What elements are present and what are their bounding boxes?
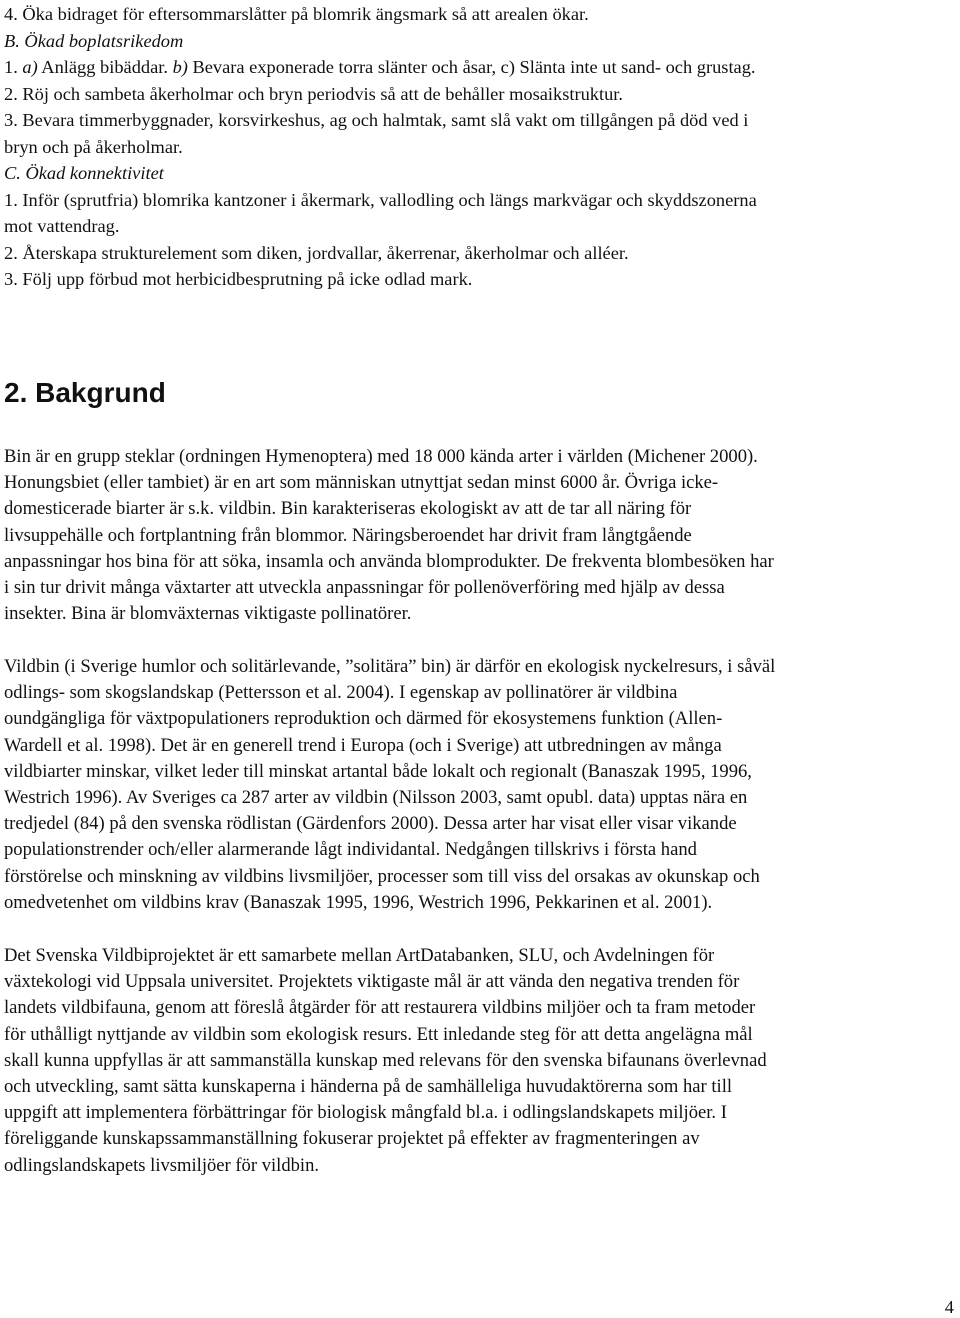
paragraph-line: vildbiarter minskar, vilket leder till minskat artantal både lokalt och regionalt (Banaszak 1995, 1996, bbox=[4, 760, 752, 782]
paragraph-line: Honungsbiet (eller tambiet) är en art som människan utnyttjat sedan minst 6000 år. Övriga icke- bbox=[4, 472, 719, 494]
paragraph-line: odlingslandskapets livsmiljöer för vildbin. bbox=[4, 1154, 320, 1176]
paragraph-line: insekter. Bina är blomväxternas viktigaste pollinatörer. bbox=[4, 603, 412, 625]
measure-b1: 1. a) Anlägg bibäddar. b) Bevara exponerade torra slänter och åsar, c) Slänta inte ut sand- och grustag. bbox=[4, 57, 756, 77]
paragraph-line: i sin tur drivit många växtarter att utveckla anpassningar för pollenöverföring med hjälp av dessa bbox=[4, 577, 725, 599]
measure-a4: 4. Öka bidraget för eftersommarslåtter på blomrik ängsmark så att arealen ökar. bbox=[4, 4, 589, 24]
paragraph-line: omedvetenhet om vildbins krav (Banaszak 1995, 1996, Westrich 1996, Pekkarinen et al. 2001). bbox=[4, 891, 713, 913]
paragraph-line: livsuppehälle och fortplantning från blommor. Näringsberoendet har drivit fram långtgående bbox=[4, 524, 692, 546]
paragraph-line: Vildbin (i Sverige humlor och solitärlevande, ”solitära” bin) är därför en ekologisk nyckelresurs, i såväl bbox=[4, 656, 776, 677]
paragraph-line: uppgift att implementera förbättringar för biologisk mångfald bl.a. i odlingslandskapets miljöer. I bbox=[4, 1102, 727, 1124]
paragraph-line: för uthålligt nyttjande av vildbin som ekologisk resurs. Ett inledande steg för att detta angelägna mål bbox=[4, 1023, 753, 1045]
measure-b3-line: bryn och på åkerholmar. bbox=[4, 136, 183, 157]
paragraph-line: odlings- som skogslandskap (Pettersson et al. 2004). I egenskap av pollinatörer är vildbina bbox=[4, 682, 678, 704]
section-c-title: C. Ökad konnektivitet bbox=[4, 163, 164, 183]
measure-c2: 2. Återskapa strukturelement som diken, jordvallar, åkerrenar, åkerholmar och alléer. bbox=[4, 242, 629, 263]
paragraph-line: Westrich 1996). Av Sveriges ca 287 arter av vildbin (Nilsson 2003, samt opubl. data) upptas nära en bbox=[4, 787, 748, 809]
section-b-title: B. Ökad boplatsrikedom bbox=[4, 30, 184, 51]
paragraph-line: oundgängliga för växtpopulationers reproduktion och därmed för ekosystemens funktion (Allen- bbox=[4, 708, 723, 730]
section-heading: 2. Bakgrund bbox=[4, 377, 166, 408]
paragraph-3 bbox=[4, 943, 767, 1179]
paragraph-line: populationstrender och/eller alarmerande lågt individantal. Nedgången tillskrivs i första hand bbox=[4, 839, 697, 861]
paragraph-line: anpassningar hos bina för att söka, insamla och använda blomprodukter. De frekventa blombesöken har bbox=[4, 550, 774, 572]
paragraph-2 bbox=[4, 654, 775, 916]
paragraph-line: växtekologi vid Uppsala universitet. Projektets viktigaste mål är att vända den negativa trenden för bbox=[4, 971, 740, 993]
measure-b2: 2. Röj och sambeta åkerholmar och bryn periodvis så att de behåller mosaikstruktur. bbox=[4, 83, 623, 104]
measure-c1-line: 1. Inför (sprutfria) blomrika kantzoner i åkermark, vallodling och längs markvägar och skyddszonerna bbox=[4, 189, 757, 210]
paragraph-line: domesticerade biarter är s.k. vildbin. Bin karakteriseras ekologiskt av att de tar all näring för bbox=[4, 498, 692, 520]
paragraph-line: skall kunna uppfyllas är att sammanställa kunskap med relevans för den svenska bifaunans överlevnad bbox=[4, 1049, 767, 1071]
paragraph-line: landets vildbifauna, genom att föreslå åtgärder för att restaurera vildbins miljöer och ta fram metoder bbox=[4, 997, 756, 1019]
paragraph-line: Bin är en grupp steklar (ordningen Hymenoptera) med 18 000 kända arter i världen (Michener 2000). bbox=[4, 446, 758, 467]
paragraph-1 bbox=[4, 444, 774, 627]
page-number: 4 bbox=[944, 1297, 954, 1317]
paragraph-line: föreliggande kunskapssammanställning fokuserar projektet på effekter av fragmenteringen av bbox=[4, 1128, 700, 1150]
measure-b3-line: 3. Bevara timmerbyggnader, korsvirkeshus, ag och halmtak, samt slå vakt om tillgången på död ved i bbox=[4, 110, 749, 130]
paragraph-line: förstörelse och minskning av vildbins livsmiljöer, processer som till viss del orsakas av okunskap och bbox=[4, 865, 760, 887]
paragraph-line: och utveckling, samt sätta kunskaperna i händerna på de samhälleliga huvudaktörerna som har till bbox=[4, 1076, 733, 1098]
paragraph-line: Det Svenska Vildbiprojektet är ett samarbete mellan ArtDatabanken, SLU, och Avdelningen för bbox=[4, 945, 715, 966]
measure-c3: 3. Följ upp förbud mot herbicidbesprutning på icke odlad mark. bbox=[4, 269, 473, 289]
measures-list bbox=[4, 1, 954, 293]
measure-c1-line: mot vattendrag. bbox=[4, 216, 120, 236]
paragraph-line: Wardell et al. 1998). Det är en generell trend i Europa (och i Sverige) att utbredningen av många bbox=[4, 734, 722, 756]
paragraph-line: tredjedel (84) på den svenska rödlistan (Gärdenfors 2000). Dessa arter har visat eller visar vikande bbox=[4, 813, 737, 835]
